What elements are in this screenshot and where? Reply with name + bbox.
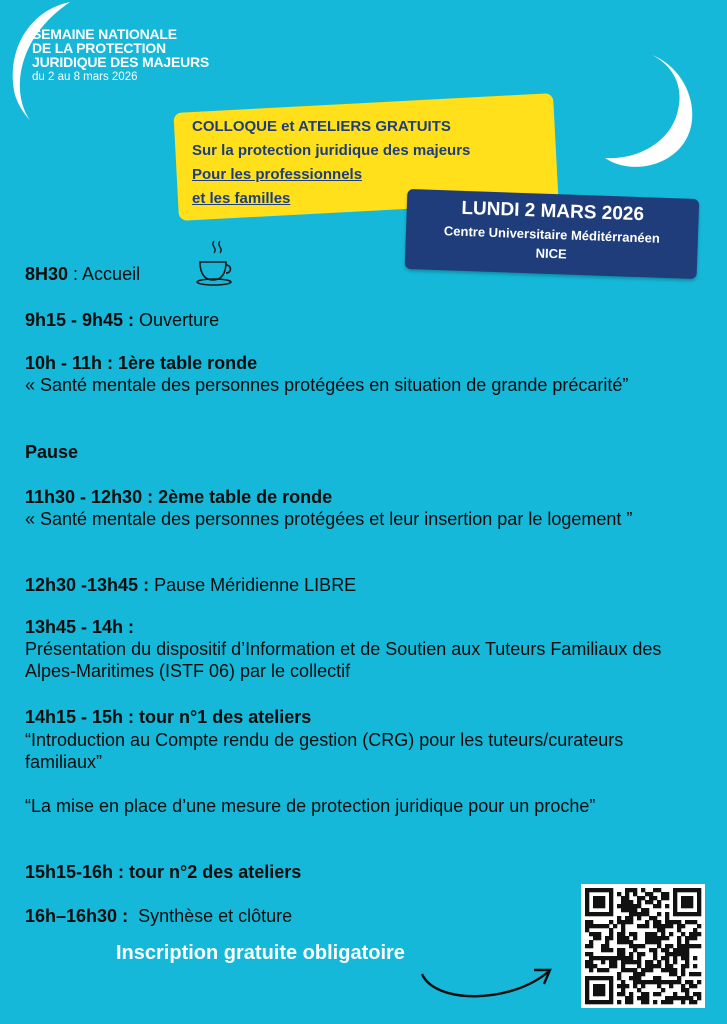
program-description: « Santé mentale des personnes protégées en situation de grande précarité” (25, 375, 629, 395)
program-item (25, 574, 356, 596)
signup-text: Inscription gratuite obligatoire (116, 942, 405, 964)
event-date: LUNDI 2 MARS 2026 (461, 197, 645, 226)
program-time: 13h45 - 14h : (25, 617, 135, 637)
banner-line: COLLOQUE et ATELIERS GRATUITS (192, 118, 451, 135)
event-city: NICE (535, 245, 567, 262)
coffee-cup-icon (192, 238, 240, 288)
header-line: JURIDIQUE DES MAJEURS (32, 54, 210, 70)
program-time: 8H30 (25, 264, 69, 284)
program-label: Pause Méridienne LIBRE (149, 575, 357, 595)
program-time: 15h15-16h : tour n°2 des ateliers (25, 862, 302, 882)
program-item (25, 352, 257, 374)
event-venue: Centre Universitaire Méditérranéen (443, 223, 661, 246)
program-item (25, 905, 292, 927)
program-time: Pause (25, 442, 79, 462)
program-description: “Introduction au Compte rendu de gestion (CRG) pour les tuteurs/curateurs familiaux” (25, 730, 624, 772)
program-description: “La mise en place d’une mesure de protection juridique pour un proche” (25, 796, 596, 816)
program-item (25, 486, 332, 508)
program-time: 12h30 -13h45 : (25, 575, 150, 595)
program-item (25, 706, 311, 728)
program-item (25, 309, 219, 331)
program-item (25, 861, 301, 883)
program-label: Accueil (82, 264, 141, 284)
program-time: 9h15 - 9h45 : (25, 310, 135, 330)
program-description: « Santé mentale des personnes protégées et leur insertion par le logement ” (25, 509, 633, 529)
program-description: Présentation du dispositif d’Information et de Soutien aux Tuteurs Familiaux des Alpes-Maritimes (ISTF 06) par le collectif (25, 639, 662, 681)
banner-line: et les familles (192, 190, 291, 207)
header-line: SEMAINE NATIONALE (32, 26, 177, 42)
header-dates: du 2 au 8 mars 2026 (32, 71, 138, 83)
qr-code-image (581, 884, 705, 1008)
header-line: DE LA PROTECTION (32, 40, 166, 56)
program-time: 11h30 - 12h30 : 2ème table de ronde (25, 487, 333, 507)
banner-line: Sur la protection juridique des majeurs (192, 142, 471, 159)
event-header (32, 27, 209, 83)
program-label: Ouverture (134, 310, 220, 330)
program-time: 16h–16h30 : (25, 906, 129, 926)
program-time: 14h15 - 15h : tour n°1 des ateliers (25, 707, 312, 727)
program-item (25, 441, 78, 463)
program-item (25, 616, 134, 638)
qr-code[interactable] (581, 884, 705, 1008)
banner-line: Pour les professionnels (192, 166, 363, 183)
program-label: Synthèse et clôture (128, 906, 293, 926)
program-separator: : (68, 264, 83, 284)
date-box-text (405, 194, 699, 268)
program-item (25, 263, 140, 285)
arrow-icon (410, 962, 560, 1007)
program-time: 10h - 11h : 1ère table ronde (25, 353, 258, 373)
